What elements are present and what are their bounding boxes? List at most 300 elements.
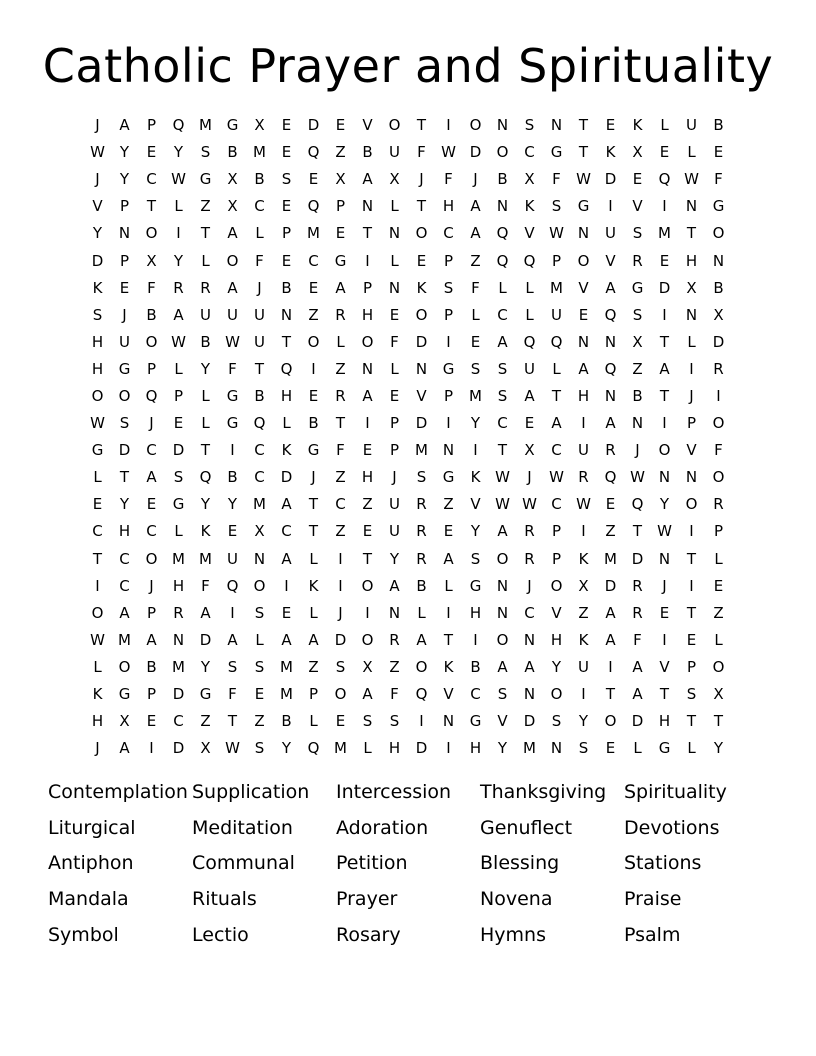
grid-cell[interactable]: P [146,359,157,378]
grid-cell[interactable]: A [227,224,238,243]
grid-cell[interactable]: P [389,414,400,433]
grid-cell[interactable]: K [632,116,643,135]
grid-cell[interactable]: U [389,495,400,514]
grid-cell[interactable]: F [390,332,399,351]
grid-cell[interactable]: E [146,143,157,162]
grid-cell[interactable]: K [281,441,292,460]
grid-cell[interactable]: L [390,359,399,378]
grid-cell[interactable]: M [253,495,266,514]
grid-cell[interactable]: S [497,685,508,704]
grid-cell[interactable]: U [578,441,589,460]
grid-cell[interactable]: I [473,441,478,460]
grid-cell[interactable]: Y [659,495,670,514]
grid-cell[interactable]: C [119,549,130,568]
grid-cell[interactable]: Q [307,197,320,216]
grid-cell[interactable]: Y [281,739,292,758]
grid-cell[interactable]: B [227,468,238,487]
grid-cell[interactable]: O [361,332,374,351]
grid-cell[interactable]: L [174,197,183,216]
grid-cell[interactable]: H [361,468,374,487]
grid-cell[interactable]: K [92,685,103,704]
grid-cell[interactable]: A [362,685,373,704]
grid-cell[interactable]: D [604,576,617,595]
grid-cell[interactable]: I [716,386,721,405]
grid-cell[interactable]: O [496,549,509,568]
grid-cell[interactable]: W [549,468,564,487]
grid-cell[interactable]: T [686,712,697,731]
grid-cell[interactable]: G [91,441,104,460]
grid-cell[interactable]: I [608,197,613,216]
grid-cell[interactable]: E [524,414,535,433]
grid-cell[interactable]: Q [307,739,320,758]
grid-cell[interactable]: P [119,251,130,270]
grid-cell[interactable]: M [172,549,185,568]
grid-cell[interactable]: E [362,522,373,541]
grid-cell[interactable]: T [659,685,670,704]
grid-cell[interactable]: T [659,386,670,405]
grid-cell[interactable]: T [146,197,157,216]
grid-cell[interactable]: N [658,549,671,568]
grid-cell[interactable]: U [200,305,211,324]
grid-cell[interactable]: F [444,170,453,189]
grid-cell[interactable]: B [254,386,265,405]
grid-cell[interactable]: I [365,251,370,270]
grid-cell[interactable]: E [335,116,346,135]
grid-cell[interactable]: G [118,359,131,378]
grid-cell[interactable]: H [280,386,293,405]
grid-cell[interactable]: L [525,305,534,324]
grid-cell[interactable]: F [714,170,723,189]
grid-cell[interactable]: I [446,116,451,135]
grid-cell[interactable]: F [228,685,237,704]
grid-cell[interactable]: N [685,197,698,216]
grid-cell[interactable]: E [281,197,292,216]
grid-cell[interactable]: P [443,386,454,405]
grid-cell[interactable]: M [199,116,212,135]
grid-cell[interactable]: W [171,170,186,189]
grid-cell[interactable]: J [149,414,154,433]
grid-cell[interactable]: Z [335,359,346,378]
grid-cell[interactable]: U [686,116,697,135]
grid-cell[interactable]: R [632,603,643,622]
grid-cell[interactable]: V [362,116,373,135]
grid-cell[interactable]: Q [604,468,617,487]
grid-cell[interactable]: O [388,116,401,135]
grid-cell[interactable]: R [713,495,724,514]
grid-cell[interactable]: C [524,143,535,162]
grid-cell[interactable]: L [390,251,399,270]
grid-cell[interactable]: P [335,197,346,216]
grid-cell[interactable]: E [686,630,697,649]
grid-cell[interactable]: G [199,685,212,704]
grid-cell[interactable]: O [145,549,158,568]
grid-cell[interactable]: Q [145,386,158,405]
grid-cell[interactable]: S [686,685,697,704]
grid-cell[interactable]: O [307,332,320,351]
grid-cell[interactable]: T [686,224,697,243]
grid-cell[interactable]: F [714,441,723,460]
grid-cell[interactable]: P [146,603,157,622]
grid-cell[interactable]: Y [227,495,238,514]
grid-cell[interactable]: D [172,685,185,704]
grid-cell[interactable]: J [392,468,397,487]
grid-cell[interactable]: I [365,603,370,622]
grid-cell[interactable]: N [361,197,374,216]
grid-cell[interactable]: K [578,630,589,649]
grid-cell[interactable]: B [200,332,211,351]
grid-cell[interactable]: U [389,522,400,541]
grid-cell[interactable]: V [578,278,589,297]
grid-cell[interactable]: D [712,332,725,351]
grid-cell[interactable]: N [658,468,671,487]
grid-cell[interactable]: O [496,143,509,162]
grid-cell[interactable]: O [469,116,482,135]
grid-cell[interactable]: G [712,197,725,216]
grid-cell[interactable]: N [550,116,563,135]
grid-cell[interactable]: Y [497,739,508,758]
grid-cell[interactable]: W [549,224,564,243]
grid-cell[interactable]: E [308,170,319,189]
grid-cell[interactable]: G [307,441,320,460]
grid-cell[interactable]: M [469,386,482,405]
grid-cell[interactable]: P [713,522,724,541]
grid-cell[interactable]: I [689,522,694,541]
grid-cell[interactable]: L [687,739,696,758]
grid-cell[interactable]: A [173,305,184,324]
grid-cell[interactable]: F [336,441,345,460]
grid-cell[interactable]: D [631,549,644,568]
grid-cell[interactable]: I [176,224,181,243]
grid-cell[interactable]: B [227,143,238,162]
grid-cell[interactable]: N [604,386,617,405]
grid-cell[interactable]: B [416,576,427,595]
grid-cell[interactable]: G [334,251,347,270]
grid-cell[interactable]: C [254,197,265,216]
grid-cell[interactable]: U [227,305,238,324]
grid-cell[interactable]: M [307,224,320,243]
grid-cell[interactable]: A [632,685,643,704]
grid-cell[interactable]: D [604,170,617,189]
grid-cell[interactable]: G [442,468,455,487]
grid-cell[interactable]: T [92,549,103,568]
grid-cell[interactable]: I [662,414,667,433]
grid-cell[interactable]: X [146,251,157,270]
grid-cell[interactable]: C [443,224,454,243]
grid-cell[interactable]: T [281,332,292,351]
grid-cell[interactable]: N [604,332,617,351]
grid-cell[interactable]: I [338,549,343,568]
grid-cell[interactable]: A [470,224,481,243]
grid-cell[interactable]: B [281,712,292,731]
grid-cell[interactable]: A [281,495,292,514]
grid-cell[interactable]: B [713,116,724,135]
grid-cell[interactable]: M [280,657,293,676]
grid-cell[interactable]: A [578,359,589,378]
grid-cell[interactable]: F [552,170,561,189]
grid-cell[interactable]: K [524,197,535,216]
grid-cell[interactable]: E [281,603,292,622]
grid-cell[interactable]: B [632,386,643,405]
grid-cell[interactable]: Q [604,305,617,324]
grid-cell[interactable]: Z [200,712,211,731]
grid-cell[interactable]: F [417,143,426,162]
grid-cell[interactable]: Q [496,251,509,270]
grid-cell[interactable]: J [419,170,424,189]
grid-cell[interactable]: M [523,739,536,758]
grid-cell[interactable]: L [201,386,210,405]
grid-cell[interactable]: O [415,224,428,243]
grid-cell[interactable]: L [498,278,507,297]
grid-cell[interactable]: J [527,576,532,595]
grid-cell[interactable]: A [551,414,562,433]
grid-cell[interactable]: R [524,522,535,541]
grid-cell[interactable]: L [282,414,291,433]
grid-cell[interactable]: W [495,495,510,514]
grid-cell[interactable]: L [201,251,210,270]
grid-cell[interactable]: E [308,278,319,297]
grid-cell[interactable]: M [280,685,293,704]
grid-cell[interactable]: S [227,657,238,676]
grid-cell[interactable]: A [362,386,373,405]
grid-cell[interactable]: P [443,251,454,270]
grid-cell[interactable]: X [254,522,265,541]
grid-cell[interactable]: C [254,468,265,487]
grid-cell[interactable]: K [443,657,454,676]
grid-cell[interactable]: E [389,305,400,324]
grid-cell[interactable]: Q [280,359,293,378]
grid-cell[interactable]: L [714,630,723,649]
grid-cell[interactable]: Q [415,685,428,704]
grid-cell[interactable]: J [662,576,667,595]
grid-cell[interactable]: D [172,739,185,758]
grid-cell[interactable]: J [689,386,694,405]
grid-cell[interactable]: S [389,712,400,731]
grid-cell[interactable]: J [95,170,100,189]
grid-cell[interactable]: Q [523,332,536,351]
grid-cell[interactable]: T [686,603,697,622]
grid-cell[interactable]: E [335,712,346,731]
grid-cell[interactable]: J [311,468,316,487]
grid-cell[interactable]: X [524,170,535,189]
grid-cell[interactable]: U [578,657,589,676]
grid-cell[interactable]: V [470,495,481,514]
grid-cell[interactable]: T [551,386,562,405]
grid-cell[interactable]: Y [200,359,211,378]
grid-cell[interactable]: O [91,603,104,622]
grid-cell[interactable]: G [226,414,239,433]
grid-cell[interactable]: N [577,224,590,243]
grid-cell[interactable]: B [713,278,724,297]
grid-cell[interactable]: E [281,143,292,162]
grid-cell[interactable]: S [92,305,103,324]
grid-cell[interactable]: E [659,143,670,162]
grid-cell[interactable]: L [174,359,183,378]
grid-cell[interactable]: I [284,576,289,595]
grid-cell[interactable]: S [335,657,346,676]
grid-cell[interactable]: J [95,116,100,135]
grid-cell[interactable]: W [90,630,105,649]
grid-cell[interactable]: A [497,332,508,351]
grid-cell[interactable]: S [254,739,265,758]
grid-cell[interactable]: X [227,170,238,189]
grid-cell[interactable]: X [713,305,724,324]
grid-cell[interactable]: Z [605,522,616,541]
grid-cell[interactable]: G [550,143,563,162]
grid-cell[interactable]: E [605,495,616,514]
grid-cell[interactable]: P [281,224,292,243]
grid-cell[interactable]: A [362,170,373,189]
grid-cell[interactable]: C [524,603,535,622]
grid-cell[interactable]: C [254,441,265,460]
grid-cell[interactable]: R [632,251,643,270]
grid-cell[interactable]: F [390,685,399,704]
grid-cell[interactable]: H [91,359,104,378]
grid-cell[interactable]: U [227,549,238,568]
grid-cell[interactable]: F [228,359,237,378]
grid-cell[interactable]: E [659,251,670,270]
grid-cell[interactable]: E [605,739,616,758]
grid-cell[interactable]: S [551,712,562,731]
grid-cell[interactable]: P [551,522,562,541]
grid-cell[interactable]: X [227,197,238,216]
grid-cell[interactable]: L [309,712,318,731]
grid-cell[interactable]: T [362,224,373,243]
grid-cell[interactable]: H [388,739,401,758]
grid-cell[interactable]: E [632,170,643,189]
grid-cell[interactable]: P [686,657,697,676]
grid-cell[interactable]: E [605,116,616,135]
grid-cell[interactable]: O [91,386,104,405]
grid-cell[interactable]: E [227,522,238,541]
grid-cell[interactable]: Y [470,414,481,433]
grid-cell[interactable]: Z [308,657,319,676]
grid-cell[interactable]: K [92,278,103,297]
grid-cell[interactable]: X [200,739,211,758]
grid-cell[interactable]: R [578,468,589,487]
grid-cell[interactable]: P [173,386,184,405]
grid-cell[interactable]: L [174,522,183,541]
grid-cell[interactable]: K [200,522,211,541]
grid-cell[interactable]: K [470,468,481,487]
grid-cell[interactable]: L [93,468,102,487]
grid-cell[interactable]: T [200,224,211,243]
grid-cell[interactable]: J [95,739,100,758]
grid-cell[interactable]: O [415,657,428,676]
grid-cell[interactable]: G [469,576,482,595]
grid-cell[interactable]: V [92,197,103,216]
grid-cell[interactable]: Z [389,657,400,676]
grid-cell[interactable]: W [576,170,591,189]
grid-cell[interactable]: Y [173,143,184,162]
grid-cell[interactable]: Q [550,332,563,351]
grid-cell[interactable]: Q [307,143,320,162]
grid-cell[interactable]: D [91,251,104,270]
grid-cell[interactable]: G [631,278,644,297]
grid-cell[interactable]: I [662,630,667,649]
grid-cell[interactable]: X [713,685,724,704]
grid-cell[interactable]: N [577,332,590,351]
grid-cell[interactable]: C [497,414,508,433]
grid-cell[interactable]: A [416,630,427,649]
grid-cell[interactable]: H [550,630,563,649]
grid-cell[interactable]: A [524,386,535,405]
grid-cell[interactable]: C [146,170,157,189]
grid-cell[interactable]: L [201,414,210,433]
grid-cell[interactable]: J [149,576,154,595]
grid-cell[interactable]: A [605,414,616,433]
grid-cell[interactable]: A [497,522,508,541]
grid-cell[interactable]: X [119,712,130,731]
grid-cell[interactable]: Y [200,495,211,514]
grid-cell[interactable]: X [389,170,400,189]
grid-cell[interactable]: X [254,116,265,135]
grid-cell[interactable]: F [471,278,480,297]
grid-cell[interactable]: H [118,522,131,541]
grid-cell[interactable]: T [578,143,589,162]
grid-cell[interactable]: E [335,224,346,243]
grid-cell[interactable]: I [446,603,451,622]
grid-cell[interactable]: J [257,278,262,297]
grid-cell[interactable]: P [551,251,562,270]
grid-cell[interactable]: Z [443,495,454,514]
grid-cell[interactable]: O [226,251,239,270]
grid-cell[interactable]: V [605,251,616,270]
grid-cell[interactable]: S [119,414,130,433]
grid-cell[interactable]: M [334,739,347,758]
grid-cell[interactable]: O [577,251,590,270]
grid-cell[interactable]: L [714,549,723,568]
grid-cell[interactable]: D [658,278,671,297]
grid-cell[interactable]: I [419,712,424,731]
grid-cell[interactable]: B [470,657,481,676]
grid-cell[interactable]: A [605,603,616,622]
grid-cell[interactable]: A [119,603,130,622]
grid-cell[interactable]: C [173,712,184,731]
grid-cell[interactable]: G [199,170,212,189]
grid-cell[interactable]: D [307,116,320,135]
grid-cell[interactable]: T [443,630,454,649]
grid-cell[interactable]: C [497,305,508,324]
grid-cell[interactable]: T [659,332,670,351]
grid-cell[interactable]: C [551,495,562,514]
grid-cell[interactable]: D [199,630,212,649]
grid-cell[interactable]: R [632,576,643,595]
grid-cell[interactable]: N [388,224,401,243]
grid-cell[interactable]: L [309,549,318,568]
grid-cell[interactable]: L [687,143,696,162]
grid-cell[interactable]: G [658,739,671,758]
grid-cell[interactable]: R [173,603,184,622]
grid-cell[interactable]: E [92,495,103,514]
grid-cell[interactable]: C [308,251,319,270]
grid-cell[interactable]: D [523,712,536,731]
grid-cell[interactable]: G [577,197,590,216]
grid-cell[interactable]: W [441,143,456,162]
grid-cell[interactable]: B [146,305,157,324]
grid-cell[interactable]: S [470,549,481,568]
grid-cell[interactable]: J [122,305,127,324]
grid-cell[interactable]: X [632,143,643,162]
grid-cell[interactable]: K [416,278,427,297]
grid-cell[interactable]: W [576,495,591,514]
grid-cell[interactable]: N [496,197,509,216]
grid-cell[interactable]: S [632,305,643,324]
grid-cell[interactable]: A [200,603,211,622]
grid-cell[interactable]: A [227,278,238,297]
grid-cell[interactable]: V [497,712,508,731]
grid-cell[interactable]: F [633,630,642,649]
grid-cell[interactable]: E [416,251,427,270]
